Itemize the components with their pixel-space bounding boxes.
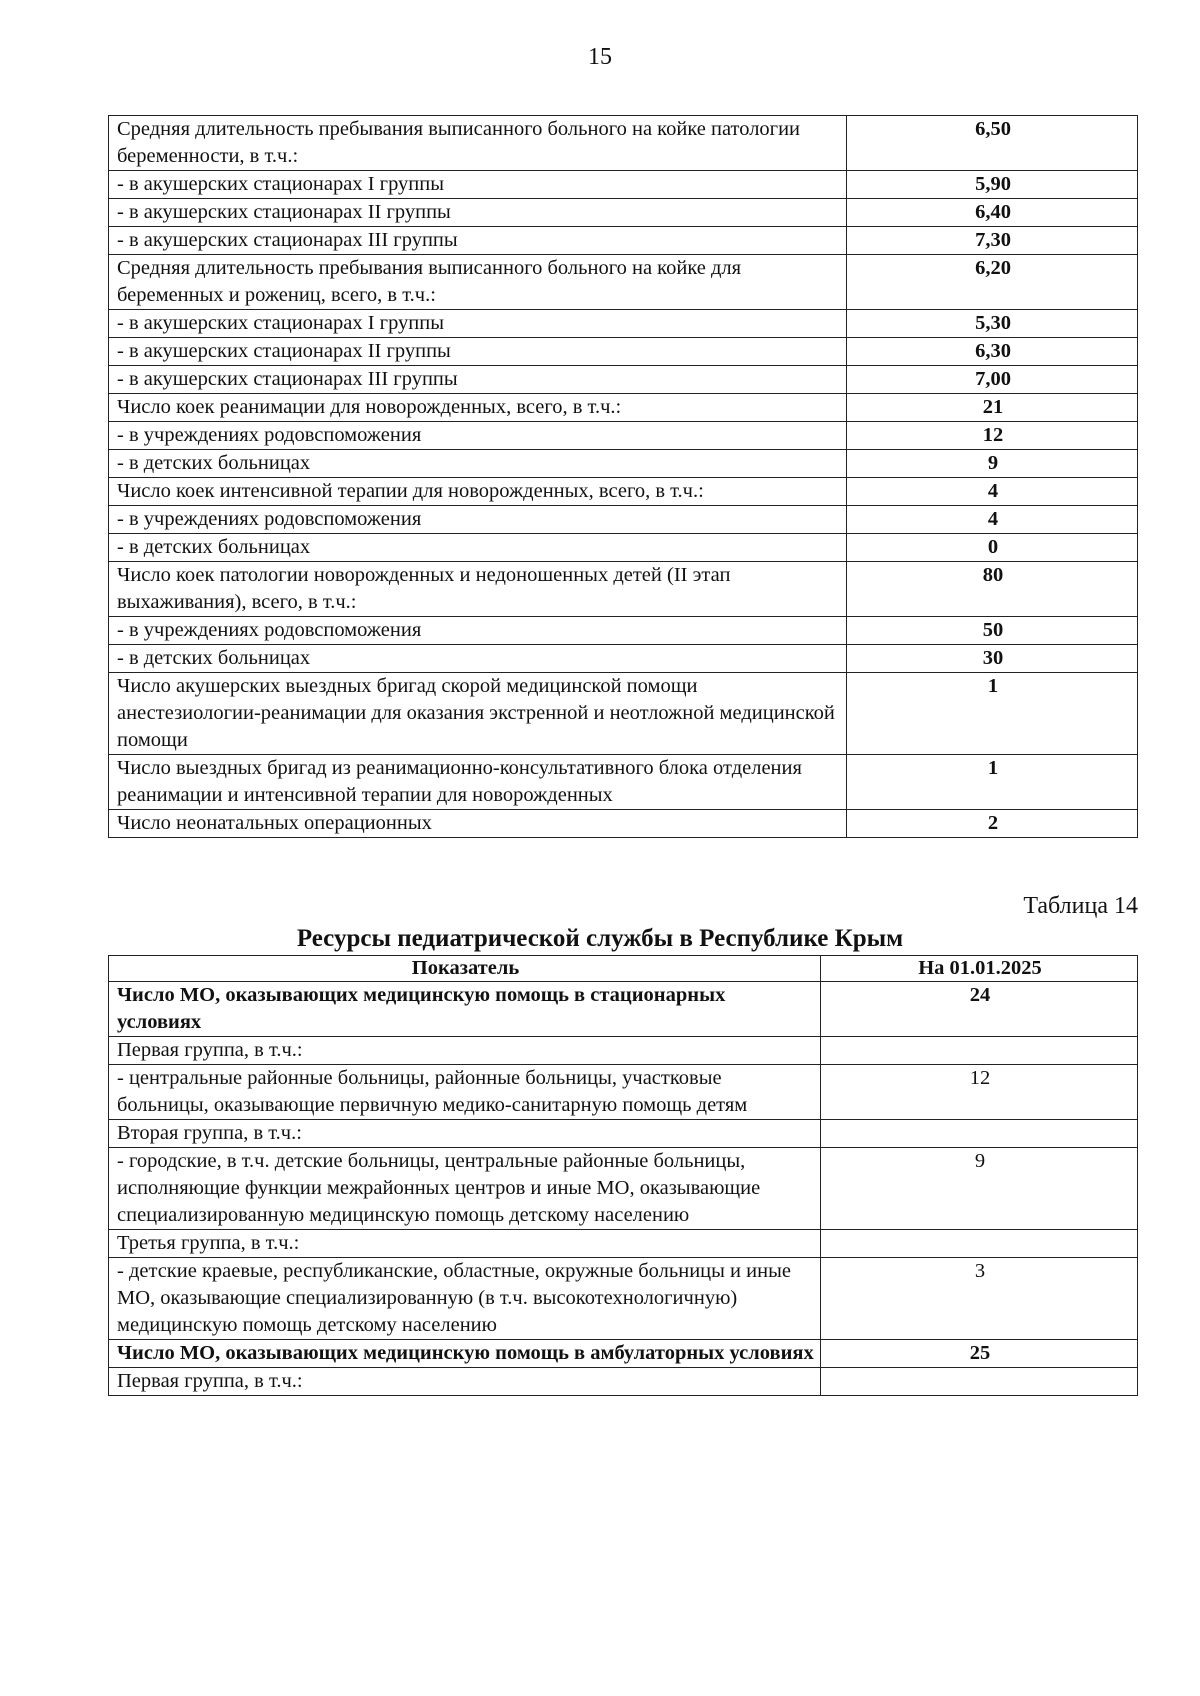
table-row xyxy=(109,171,1138,199)
row-label: - городские, в т.ч. детские больницы, центральные районные больницы, исполняющие функции межрайонных центров и иные МО, оказывающие специализированную медицинскую помощь детскому населению xyxy=(109,1148,821,1230)
row-value: 7,00 xyxy=(847,366,1138,394)
row-label: Число выездных бригад из реанимационно-консультативного блока отделения реанимации и интенсивной терапии для новорожденных xyxy=(109,755,847,810)
row-label: Третья группа, в т.ч.: xyxy=(109,1230,821,1258)
row-value: 6,40 xyxy=(847,199,1138,227)
row-label: Число МО, оказывающих медицинскую помощь в стационарных условиях xyxy=(109,982,821,1037)
row-value: 9 xyxy=(821,1148,1138,1230)
table-row xyxy=(109,478,1138,506)
row-value xyxy=(821,1230,1138,1258)
row-value xyxy=(821,1120,1138,1148)
row-label: - центральные районные больницы, районные больницы, участковые больницы, оказывающие первичную медико-санитарную помощь детям xyxy=(109,1065,821,1120)
table-row xyxy=(109,755,1138,810)
table-row xyxy=(109,422,1138,450)
row-value: 80 xyxy=(847,562,1138,617)
table-row xyxy=(109,394,1138,422)
table-row xyxy=(109,366,1138,394)
row-label: - в акушерских стационарах II группы xyxy=(109,338,847,366)
table-row xyxy=(109,810,1138,838)
row-label: - в детских больницах xyxy=(109,534,847,562)
row-value: 9 xyxy=(847,450,1138,478)
row-label: Число коек реанимации для новорожденных, всего, в т.ч.: xyxy=(109,394,847,422)
table-title: Ресурсы педиатрической службы в Республике Крым xyxy=(296,925,904,952)
table-row xyxy=(109,1258,1138,1340)
row-label: - в детских больницах xyxy=(109,450,847,478)
row-value: 1 xyxy=(847,673,1138,755)
row-value: 50 xyxy=(847,617,1138,645)
row-label: - в акушерских стационарах I группы xyxy=(109,310,847,338)
table-row xyxy=(109,1120,1138,1148)
indicator-column-header: Показатель xyxy=(109,956,821,982)
table-row xyxy=(109,673,1138,755)
row-value: 6,30 xyxy=(847,338,1138,366)
table-row xyxy=(109,199,1138,227)
table-row xyxy=(109,982,1138,1037)
row-label: Число неонатальных операционных xyxy=(109,810,847,838)
table-row xyxy=(109,1230,1138,1258)
table-row xyxy=(109,255,1138,310)
row-value: 5,90 xyxy=(847,171,1138,199)
table-row xyxy=(109,1037,1138,1065)
row-value xyxy=(821,1037,1138,1065)
row-label: Число МО, оказывающих медицинскую помощь в амбулаторных условиях xyxy=(109,1340,821,1368)
row-label: Вторая группа, в т.ч.: xyxy=(109,1120,821,1148)
table-row xyxy=(109,1065,1138,1120)
row-value: 30 xyxy=(847,645,1138,673)
row-label: - в детских больницах xyxy=(109,645,847,673)
row-value: 3 xyxy=(821,1258,1138,1340)
row-label: - в акушерских стационарах I группы xyxy=(109,171,847,199)
pediatric-resources-table xyxy=(108,955,1138,1396)
table-row xyxy=(109,338,1138,366)
date-column-header: На 01.01.2025 xyxy=(821,956,1138,982)
row-label: Первая группа, в т.ч.: xyxy=(109,1037,821,1065)
table-row xyxy=(109,506,1138,534)
row-label: - в учреждениях родовспоможения xyxy=(109,422,847,450)
table-row xyxy=(109,617,1138,645)
row-value: 5,30 xyxy=(847,310,1138,338)
table-row xyxy=(109,1148,1138,1230)
page-number: 15 xyxy=(588,44,612,70)
row-label: - детские краевые, республиканские, областные, окружные больницы и иные МО, оказывающие специализированную (в т.ч. высокотехнологичную) медицинскую помощь детскому населению xyxy=(109,1258,821,1340)
table-row xyxy=(109,116,1138,171)
row-value: 25 xyxy=(821,1340,1138,1368)
table-row xyxy=(109,534,1138,562)
row-label: Число акушерских выездных бригад скорой медицинской помощи анестезиологии-реанимации для оказания экстренной и неотложной медицинской помощи xyxy=(109,673,847,755)
table-row xyxy=(109,450,1138,478)
row-value: 6,50 xyxy=(847,116,1138,171)
row-value xyxy=(821,1368,1138,1396)
row-value: 4 xyxy=(847,478,1138,506)
row-value: 12 xyxy=(821,1065,1138,1120)
neonatal-resources-table xyxy=(108,115,1138,838)
row-value: 0 xyxy=(847,534,1138,562)
row-label: - в акушерских стационарах III группы xyxy=(109,366,847,394)
table-row xyxy=(109,1368,1138,1396)
table-header-row xyxy=(109,956,1138,982)
table-row xyxy=(109,310,1138,338)
table-caption: Таблица 14 xyxy=(1023,893,1138,919)
row-label: Средняя длительность пребывания выписанного больного на койке патологии беременности, в т.ч.: xyxy=(109,116,847,171)
row-label: - в акушерских стационарах II группы xyxy=(109,199,847,227)
table-row xyxy=(109,645,1138,673)
row-value: 4 xyxy=(847,506,1138,534)
row-value: 21 xyxy=(847,394,1138,422)
row-value: 2 xyxy=(847,810,1138,838)
row-label: Первая группа, в т.ч.: xyxy=(109,1368,821,1396)
row-label: Средняя длительность пребывания выписанного больного на койке для беременных и рожениц, всего, в т.ч.: xyxy=(109,255,847,310)
row-value: 1 xyxy=(847,755,1138,810)
table-row xyxy=(109,1340,1138,1368)
row-label: - в учреждениях родовспоможения xyxy=(109,617,847,645)
row-label: Число коек интенсивной терапии для новорожденных, всего, в т.ч.: xyxy=(109,478,847,506)
row-value: 12 xyxy=(847,422,1138,450)
row-label: - в акушерских стационарах III группы xyxy=(109,227,847,255)
table-row xyxy=(109,227,1138,255)
row-value: 24 xyxy=(821,982,1138,1037)
row-label: - в учреждениях родовспоможения xyxy=(109,506,847,534)
row-value: 6,20 xyxy=(847,255,1138,310)
row-label: Число коек патологии новорожденных и недоношенных детей (II этап выхаживания), всего, в т.ч.: xyxy=(109,562,847,617)
table-row xyxy=(109,562,1138,617)
row-value: 7,30 xyxy=(847,227,1138,255)
